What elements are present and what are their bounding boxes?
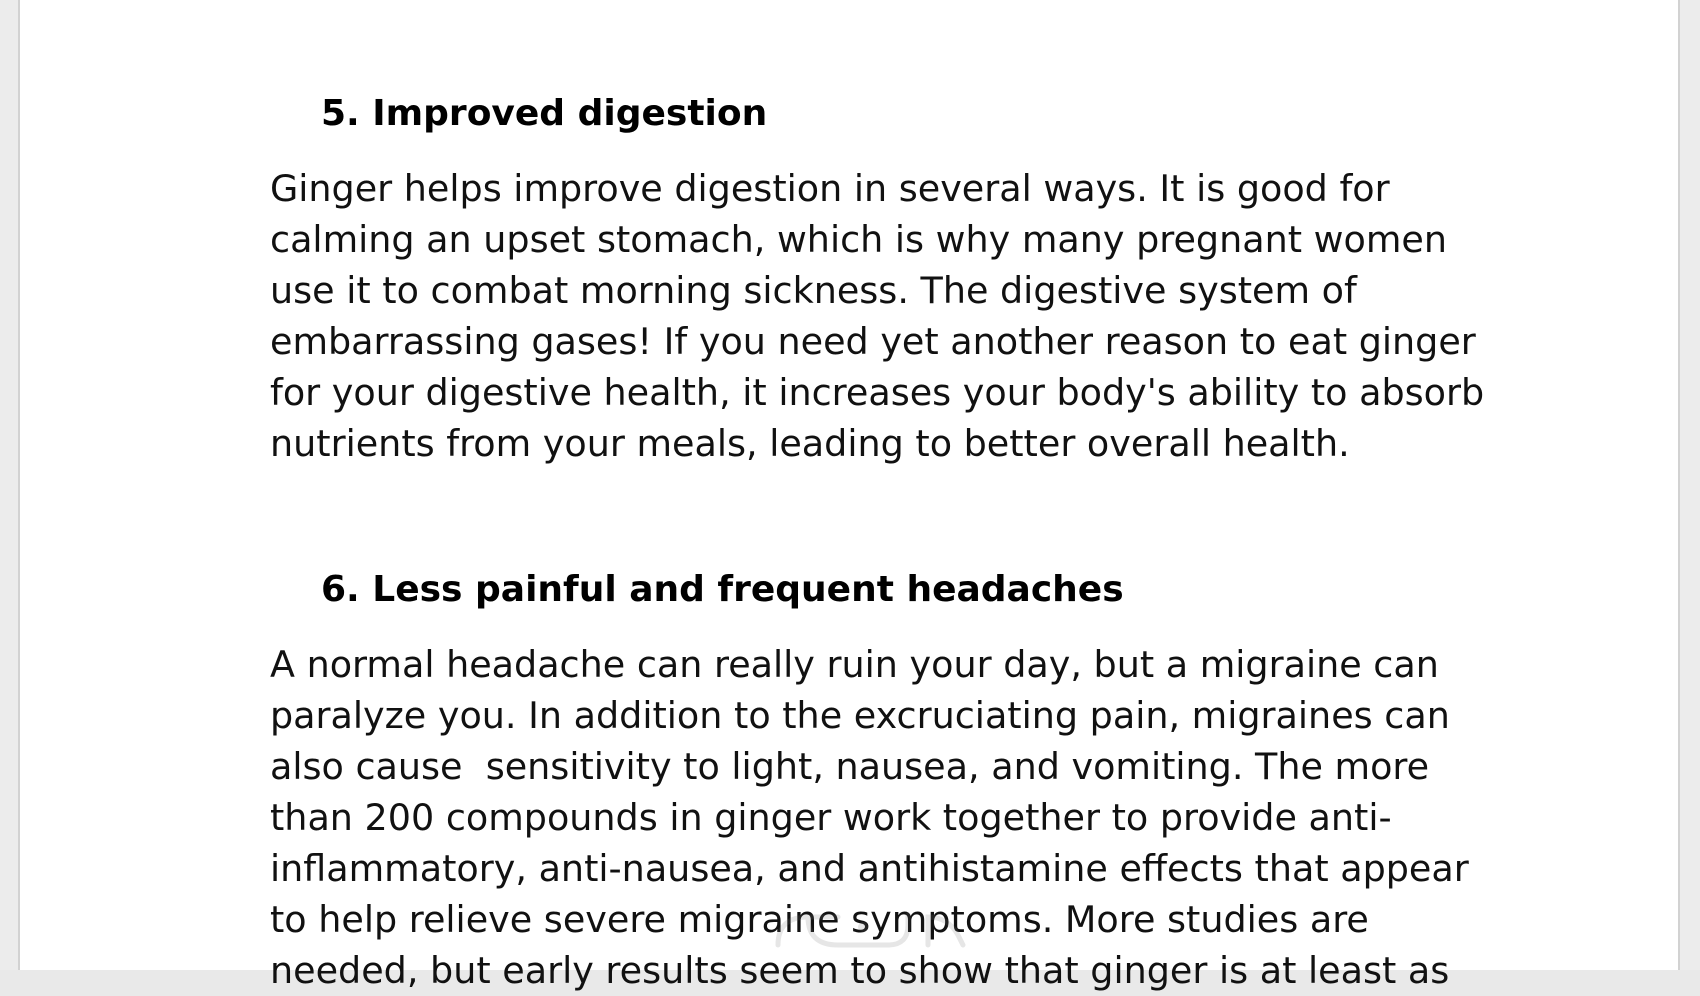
paragraph-line: inflammatory, anti-nausea, and antihistamine effects that appear bbox=[270, 847, 1469, 890]
paragraph-line: use it to combat morning sickness. The digestive system of bbox=[270, 269, 1357, 312]
paragraph-line: calming an upset stomach, which is why many pregnant women bbox=[270, 218, 1447, 261]
section-heading-improved-digestion: 5. Improved digestion bbox=[321, 93, 768, 134]
paragraph-line: paralyze you. In addition to the excruciating pain, migraines can bbox=[270, 694, 1450, 737]
paragraph-line: also cause sensitivity to light, nausea, and vomiting. The more bbox=[270, 745, 1430, 788]
paragraph-line: than 200 compounds in ginger work together to provide anti- bbox=[270, 796, 1392, 839]
paragraph-line: for your digestive health, it increases your body's ability to absorb bbox=[270, 371, 1485, 414]
section-paragraph-improved-digestion bbox=[270, 163, 1484, 469]
paragraph-line: Ginger helps improve digestion in several ways. It is good for bbox=[270, 167, 1390, 210]
paragraph-line: nutrients from your meals, leading to better overall health. bbox=[270, 422, 1350, 465]
paragraph-line: needed, but early results seem to show that ginger is at least as bbox=[270, 949, 1450, 992]
paragraph-line: to help relieve severe migraine symptoms. More studies are bbox=[270, 898, 1369, 941]
section-heading-headaches: 6. Less painful and frequent headaches bbox=[321, 569, 1124, 610]
paragraph-line: embarrassing gases! If you need yet another reason to eat ginger bbox=[270, 320, 1476, 363]
section-paragraph-headaches bbox=[270, 639, 1469, 996]
document-page bbox=[18, 0, 1680, 992]
paragraph-line: A normal headache can really ruin your day, but a migraine can bbox=[270, 643, 1439, 686]
